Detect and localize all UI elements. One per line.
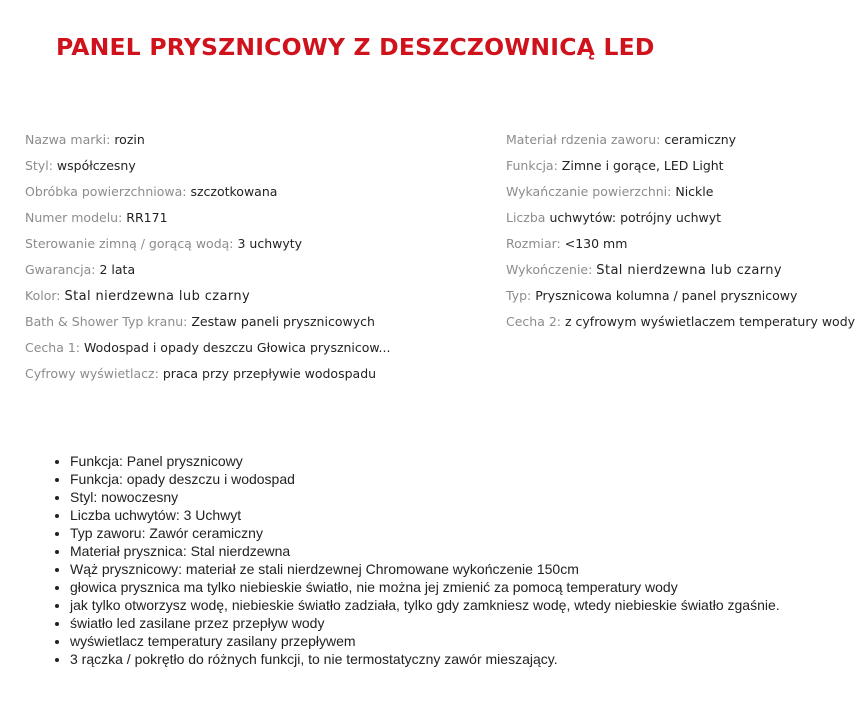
- spec-label: Typ:: [506, 288, 536, 303]
- spec-value: 3 uchwyty: [237, 236, 303, 251]
- spec-value: z cyfrowym wyświetlaczem temperatury wody: [564, 314, 856, 329]
- spec-value: 2 lata: [99, 262, 136, 277]
- spec-label: Sterowanie zimną / gorącą wodą:: [25, 236, 238, 251]
- spec-value: Zestaw paneli prysznicowych: [191, 314, 375, 329]
- bullet-item: • głowica prysznica ma tylko niebieskie światło, nie można jej zmienić za pomocą temperatury wody: [70, 578, 780, 596]
- spec-value: <130 mm: [564, 236, 628, 251]
- spec-label: Wykończenie:: [506, 262, 597, 277]
- spec-row-finish: [506, 260, 855, 286]
- spec-row-surface-treatment: [25, 182, 390, 208]
- spec-label: Materiał rdzenia zaworu:: [506, 132, 665, 147]
- spec-label: Cyfrowy wyświetlacz:: [25, 366, 163, 381]
- bullet-item: • 3 rączka / pokrętło do różnych funkcji, to nie termostatyczny zawór mieszający.: [70, 650, 780, 668]
- spec-label: Liczba: [506, 210, 550, 225]
- spec-row-handle-count: [506, 208, 855, 234]
- spec-label: Kolor:: [25, 288, 65, 303]
- spec-row-valve-core: [506, 130, 855, 156]
- spec-label: Gwarancja:: [25, 262, 100, 277]
- bullet-item: • Funkcja: Panel prysznicowy: [70, 452, 780, 470]
- spec-row-color: [25, 286, 390, 312]
- bullet-item: • jak tylko otworzysz wodę, niebieskie światło zadziała, tylko gdy zamkniesz wodę, wtedy niebieskie światło zgaśnie.: [70, 596, 780, 614]
- page-title: PANEL PRYSZNICOWY Z DESZCZOWNICĄ LED: [56, 33, 655, 61]
- spec-row-type: [506, 286, 855, 312]
- bullet-item: • Liczba uchwytów: 3 Uchwyt: [70, 506, 780, 524]
- spec-row-digital-display: [25, 364, 390, 390]
- spec-label: Wykańczanie powierzchni:: [506, 184, 676, 199]
- bullet-item: • Wąż prysznicowy: materiał ze stali nierdzewnej Chromowane wykończenie 150cm: [70, 560, 780, 578]
- spec-label: Nazwa marki:: [25, 132, 115, 147]
- spec-list-left: [25, 130, 390, 390]
- spec-row-function: [506, 156, 855, 182]
- spec-label: Funkcja:: [506, 158, 562, 173]
- bullet-item: • wyświetlacz temperatury zasilany przepływem: [70, 632, 780, 650]
- spec-value: Wodospad i opady deszczu Głowica prysznicow...: [83, 340, 391, 355]
- spec-row-feature-2: [506, 312, 855, 338]
- spec-row-feature-1: [25, 338, 390, 364]
- spec-label: Cecha 2:: [506, 314, 565, 329]
- spec-row-style: [25, 156, 390, 182]
- spec-row-water-control: [25, 234, 390, 260]
- spec-value: uchwytów: potrójny uchwyt: [549, 210, 722, 225]
- spec-label: Obróbka powierzchniowa:: [25, 184, 191, 199]
- spec-row-model-number: [25, 208, 390, 234]
- bullet-item: • światło led zasilane przez przepływ wody: [70, 614, 780, 632]
- feature-bullet-list: [52, 452, 780, 668]
- spec-label: Rozmiar:: [506, 236, 565, 251]
- spec-row-faucet-type: [25, 312, 390, 338]
- spec-value: Prysznicowa kolumna / panel prysznicowy: [535, 288, 798, 303]
- spec-value: współczesny: [56, 158, 136, 173]
- spec-value: Nickle: [675, 184, 714, 199]
- spec-value: ceramiczny: [664, 132, 737, 147]
- bullet-item: • Styl: nowoczesny: [70, 488, 780, 506]
- spec-row-warranty: [25, 260, 390, 286]
- spec-value: Stal nierdzewna lub czarny: [596, 263, 782, 278]
- spec-value: rozin: [114, 132, 145, 147]
- spec-list-right: [506, 130, 855, 338]
- spec-value: Stal nierdzewna lub czarny: [64, 289, 251, 304]
- spec-label: Numer modelu:: [25, 210, 127, 225]
- spec-row-size: [506, 234, 855, 260]
- spec-label: Cecha 1:: [25, 340, 84, 355]
- spec-value: RR171: [126, 210, 168, 225]
- spec-value: szczotkowana: [190, 184, 278, 199]
- spec-label: Bath & Shower Typ kranu:: [25, 314, 192, 329]
- bullet-item: • Typ zaworu: Zawór ceramiczny: [70, 524, 780, 542]
- spec-row-brand: [25, 130, 390, 156]
- spec-value: praca przy przepływie wodospadu: [162, 366, 377, 381]
- bullet-item: • Materiał prysznica: Stal nierdzewna: [70, 542, 780, 560]
- spec-label: Styl:: [25, 158, 57, 173]
- spec-value: Zimne i gorące, LED Light: [561, 158, 724, 173]
- bullet-item: • Funkcja: opady deszczu i wodospad: [70, 470, 780, 488]
- spec-row-surface-finish: [506, 182, 855, 208]
